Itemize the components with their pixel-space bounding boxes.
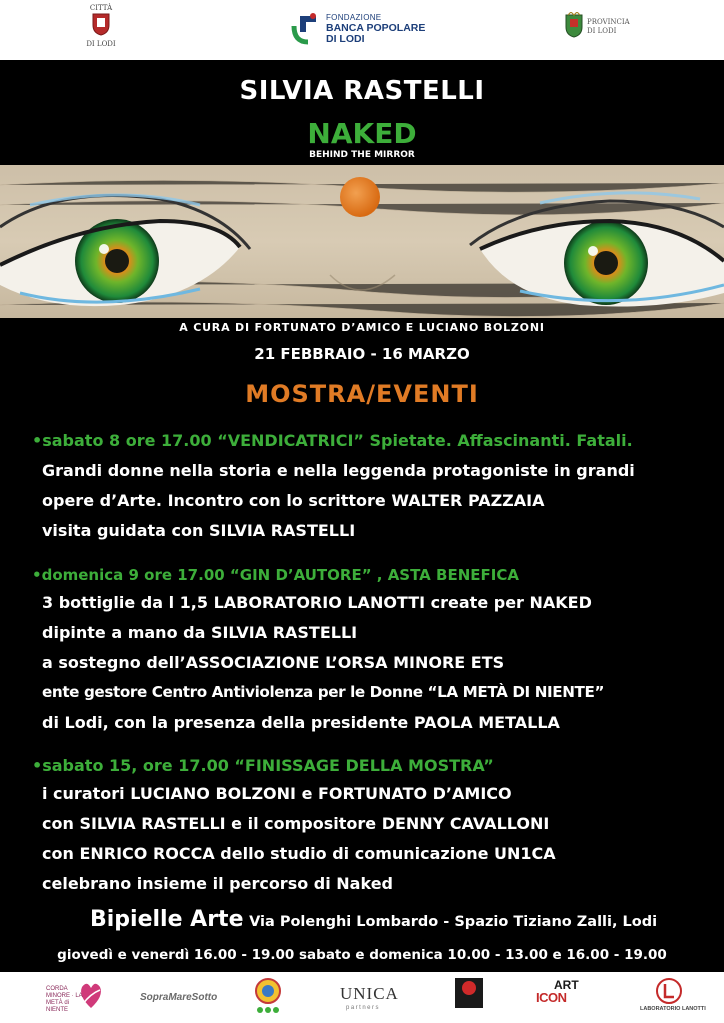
exhibition-subtitle: BEHIND THE MIRROR: [309, 150, 415, 160]
event-1-line-1: Grandi donne nella storia e nella leggenda protagoniste in grandi: [42, 461, 635, 480]
event-1-line-2: opere d’Arte. Incontro con lo scrittore WALTER PAZZAIA: [42, 491, 545, 510]
exhibition-dates: 21 FEBBRAIO - 16 MARZO: [254, 345, 470, 363]
round-badge-logo: [254, 978, 282, 1016]
venue-name: Bipielle Arte: [90, 907, 244, 932]
curators-line: A CURA DI FORTUNATO D’AMICO E LUCIANO BOLZONI: [179, 321, 545, 334]
artico-bottom-text: ICON: [536, 990, 567, 1005]
fondazione-line3: DI LODI: [326, 33, 365, 45]
round-badge-icon: [254, 978, 282, 1016]
fondazione-mark-icon: [290, 12, 320, 46]
unica-logo: [340, 978, 410, 1016]
logo-band: [0, 0, 724, 60]
provincia-logo: [565, 12, 645, 46]
opening-hours: giovedì e venerdì 16.00 - 19.00 sabato e domenica 10.00 - 13.00 e 16.00 - 19.00: [57, 947, 667, 963]
lanotti-l-icon: [656, 978, 682, 1004]
citta-di-lodi-logo: [84, 4, 118, 58]
orsa-minore-text: CORDA MINORE · LA METÀ di NIENTE: [46, 986, 83, 1013]
artico-top-text: ART: [554, 978, 579, 992]
event-3-line-4: celebrano insieme il percorso di Naked: [42, 874, 393, 893]
artist-name: SILVIA RASTELLI: [239, 76, 485, 106]
fondazione-logo: [290, 10, 440, 50]
event-3-line-2: con SILVIA RASTELLI e il compositore DENNY CAVALLONI: [42, 814, 550, 833]
citta-sub-label: DI LODI: [86, 40, 116, 48]
red-square-logo: [455, 978, 485, 1016]
event-2-line-4: ente gestore Centro Antiviolenza per le Donne “LA METÀ DI NIENTE”: [42, 683, 605, 701]
sopramaresotto-logo: [140, 978, 220, 1016]
provincia-crest-icon: [565, 12, 583, 38]
event-1-heading: •sabato 8 ore 17.00 “VENDICATRICI” Spietate. Affascinanti. Fatali.: [32, 431, 633, 450]
venue-address: Via Polenghi Lombardo - Spazio Tiziano Zalli, Lodi: [249, 914, 658, 930]
red-square-icon: [455, 978, 483, 1008]
event-3-heading: •sabato 15, ore 17.00 “FINISSAGE DELLA MOSTRA”: [32, 756, 494, 775]
lanotti-text: LABORATORIO LANOTTI: [640, 1006, 706, 1012]
event-2-line-5: di Lodi, con la presenza della presidente PAOLA METALLA: [42, 713, 560, 732]
unica-text: UNICA: [340, 984, 399, 1003]
unica-sub-text: partners: [346, 1005, 381, 1011]
event-2-line-2: dipinte a mano da SILVIA RASTELLI: [42, 623, 358, 642]
eyes-painting: [0, 165, 724, 318]
event-2-line-3: a sostegno dell’ASSOCIAZIONE L’ORSA MINORE ETS: [42, 653, 505, 672]
citta-label: CITTÀ: [89, 4, 113, 12]
provincia-line1: PROVINCIA: [587, 18, 630, 26]
sponsor-strip: [0, 972, 724, 1023]
bindi-dot: [340, 177, 380, 217]
venue: [90, 907, 657, 932]
event-3-line-1: i curatori LUCIANO BOLZONI e FORTUNATO D’AMICO: [42, 784, 512, 803]
sopramaresotto-text: SopraMareSotto: [140, 992, 218, 1003]
artico-logo: [536, 978, 586, 1016]
event-2-line-1: 3 bottiglie da l 1,5 LABORATORIO LANOTTI create per NAKED: [42, 593, 592, 612]
lanotti-logo: [640, 978, 706, 1016]
fondazione-line2: BANCA POPOLARE: [326, 22, 426, 34]
section-title: MOSTRA/EVENTI: [245, 380, 479, 408]
orsa-minore-logo: [46, 978, 106, 1016]
fondazione-line1: FONDAZIONE: [326, 13, 382, 22]
event-1-line-3: visita guidata con SILVIA RASTELLI: [42, 521, 356, 540]
provincia-line2: DI LODI: [587, 27, 617, 35]
event-3-line-3: con ENRICO ROCCA dello studio di comunicazione UN1CA: [42, 844, 556, 863]
city-crest-icon: [91, 12, 111, 36]
event-2-heading: •domenica 9 ore 17.00 “GIN D’AUTORE” , ASTA BENEFICA: [32, 566, 519, 584]
exhibition-title: NAKED: [307, 117, 417, 150]
